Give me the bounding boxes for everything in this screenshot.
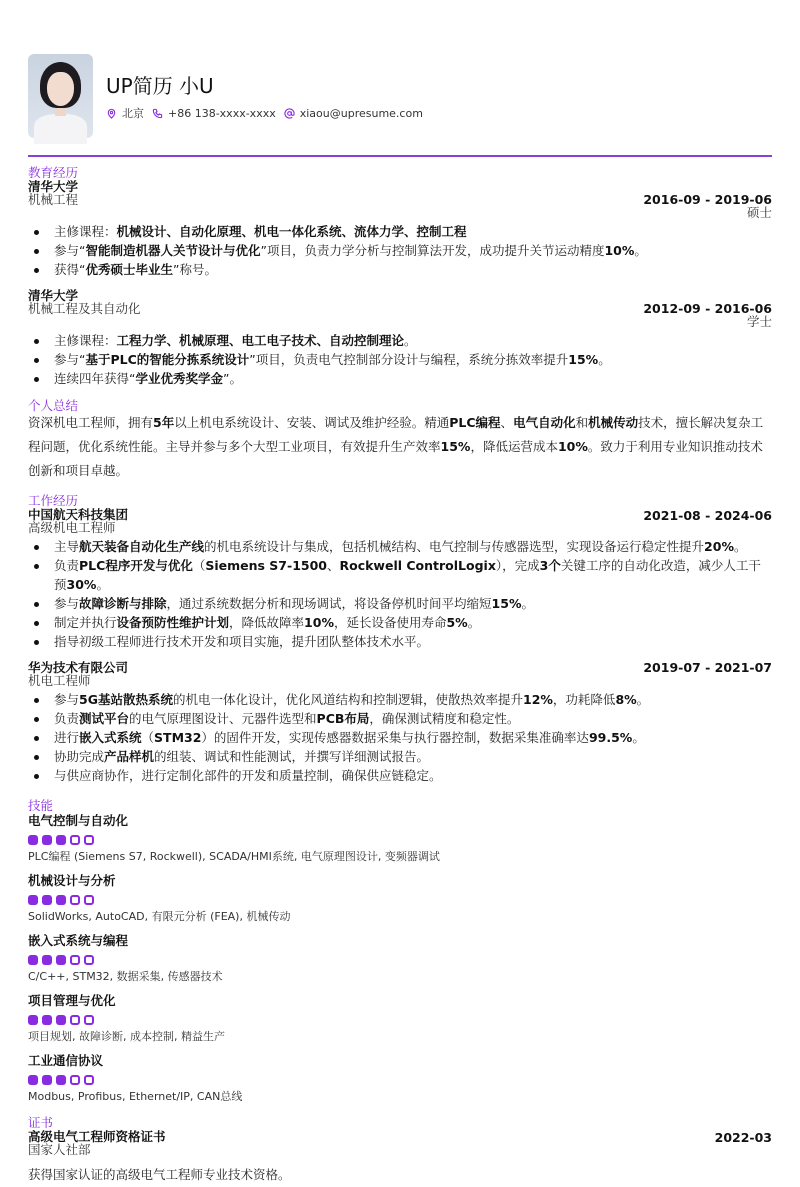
emphasis: 学业优秀奖学金 bbox=[135, 371, 223, 386]
skill-item bbox=[28, 1053, 772, 1104]
work-section bbox=[28, 494, 772, 785]
emphasis: 5% bbox=[446, 615, 468, 630]
entry-left bbox=[28, 661, 128, 688]
phone-text: +86 138-xxxx-xxxx bbox=[168, 106, 276, 120]
filled-dot-icon bbox=[42, 835, 52, 845]
emphasis: 10% bbox=[557, 439, 588, 454]
empty-dot-icon bbox=[70, 1075, 80, 1085]
skill-name: 机械设计与分析 bbox=[28, 873, 116, 888]
degree: 硕士 bbox=[746, 205, 772, 220]
degree: 学士 bbox=[746, 314, 772, 329]
empty-dot-icon bbox=[70, 955, 80, 965]
entry-left bbox=[28, 508, 128, 535]
bullet-item: 获得“优秀硕士毕业生”称号。 bbox=[28, 260, 772, 279]
filled-dot-icon bbox=[56, 895, 66, 905]
filled-dot-icon bbox=[28, 1015, 38, 1025]
bullet-item: 主导航天装备自动化生产线的机电系统设计与集成，包括机械结构、电气控制与传感器选型，实现设备运行稳定性提升20%。 bbox=[28, 537, 772, 556]
date: 2022-03 bbox=[714, 1130, 772, 1145]
bullet-list bbox=[28, 331, 772, 388]
empty-dot-icon bbox=[70, 1015, 80, 1025]
emphasis: 设备预防性维护计划 bbox=[116, 615, 230, 630]
bullet-list bbox=[28, 690, 772, 785]
filled-dot-icon bbox=[28, 895, 38, 905]
skill-description: PLC编程 (Siemens S7, Rockwell), SCADA/HMI系统, 电气原理图设计, 变频器调试 bbox=[28, 850, 440, 863]
entry-left bbox=[28, 1130, 166, 1157]
skills-section bbox=[28, 799, 772, 1104]
emphasis: 电气自动化 bbox=[513, 415, 576, 430]
position: 机电工程师 bbox=[28, 673, 91, 688]
filled-dot-icon bbox=[42, 1015, 52, 1025]
emphasis: 工程力学、机械原理、电工电子技术、自动控制理论 bbox=[116, 333, 405, 348]
entry-header bbox=[28, 289, 772, 329]
major: 机械工程及其自动化 bbox=[28, 301, 141, 316]
emphasis: Rockwell ControlLogix bbox=[339, 558, 496, 573]
work-entry bbox=[28, 661, 772, 785]
email-text: xiaou@upresume.com bbox=[299, 106, 423, 120]
empty-dot-icon bbox=[84, 895, 94, 905]
emphasis: 机械设计、自动化原理、机电一体化系统、流体力学、控制工程 bbox=[116, 224, 467, 239]
bullet-item: 负责PLC程序开发与优化（Siemens S7-1500、Rockwell ControlLogix），完成3个关键工序的自动化改造，减少人工干预30%。 bbox=[28, 556, 772, 594]
bullet-list bbox=[28, 222, 772, 279]
position: 高级机电工程师 bbox=[28, 520, 116, 535]
section-title-summary: 个人总结 bbox=[28, 398, 79, 413]
section-title-work: 工作经历 bbox=[28, 493, 79, 508]
skill-name: 嵌入式系统与编程 bbox=[28, 933, 129, 948]
skill-item bbox=[28, 813, 772, 864]
emphasis: 99.5% bbox=[588, 730, 633, 745]
emphasis: 嵌入式系统 bbox=[79, 730, 142, 745]
emphasis: 30% bbox=[66, 577, 97, 592]
emphasis: 10% bbox=[304, 615, 334, 630]
education-entry bbox=[28, 289, 772, 388]
emphasis: 故障诊断与排除 bbox=[79, 596, 167, 611]
avatar bbox=[28, 54, 93, 138]
skill-item bbox=[28, 873, 772, 924]
entry-header bbox=[28, 508, 772, 535]
filled-dot-icon bbox=[56, 1075, 66, 1085]
entry-header bbox=[28, 180, 772, 220]
company-name: 华为技术有限公司 bbox=[28, 660, 129, 675]
bullet-item: 主修课程：机械设计、自动化原理、机电一体化系统、流体力学、控制工程 bbox=[28, 222, 772, 241]
education-entry bbox=[28, 180, 772, 279]
filled-dot-icon bbox=[28, 955, 38, 965]
emphasis: 产品样机 bbox=[104, 749, 155, 764]
certificate-description: 获得国家认证的高级电气工程师专业技术资格。 bbox=[28, 1167, 291, 1182]
entry-left bbox=[28, 289, 141, 329]
date-range: 2012-09 - 2016-06 bbox=[643, 301, 772, 316]
entry-right bbox=[643, 508, 772, 535]
bullet-item: 进行嵌入式系统（STM32）的固件开发，实现传感器数据采集与执行器控制，数据采集准确率达99.5%。 bbox=[28, 728, 772, 747]
certificate-name: 高级电气工程师资格证书 bbox=[28, 1129, 166, 1144]
resume-header bbox=[28, 54, 431, 138]
skill-level-dots bbox=[28, 1075, 772, 1085]
skill-name: 项目管理与优化 bbox=[28, 993, 116, 1008]
resume-body bbox=[28, 166, 772, 1187]
work-entry bbox=[28, 508, 772, 651]
skill-level-dots bbox=[28, 1015, 772, 1025]
entry-right bbox=[643, 661, 772, 688]
entry-right bbox=[643, 289, 772, 329]
skill-description: SolidWorks, AutoCAD, 有限元分析 (FEA), 机械传动 bbox=[28, 910, 291, 923]
section-title-education: 教育经历 bbox=[28, 165, 79, 180]
location-text: 北京 bbox=[122, 107, 144, 120]
emphasis: 8% bbox=[615, 692, 637, 707]
emphasis: 5年 bbox=[153, 415, 175, 430]
empty-dot-icon bbox=[84, 955, 94, 965]
bullet-item: 参与故障诊断与排除，通过系统数据分析和现场调试，将设备停机时间平均缩短15%。 bbox=[28, 594, 772, 613]
header-divider bbox=[28, 155, 772, 157]
at-sign-icon bbox=[284, 108, 295, 119]
entry-header bbox=[28, 1130, 772, 1157]
summary-text: 资深机电工程师，拥有5年以上机电系统设计、安装、调试及维护经验。精通PLC编程、电气自动化和机械传动技术，擅长解决复杂工程问题，优化系统性能。主导并参与多个大型工业项目，有效提升生产效率15%，降低运营成本10%。致力于利用专业知识推动技术创新和项目卓越。 bbox=[28, 415, 764, 478]
issuer: 国家人社部 bbox=[28, 1142, 91, 1157]
emphasis: 机械传动 bbox=[588, 415, 639, 430]
empty-dot-icon bbox=[84, 1075, 94, 1085]
phone-icon bbox=[152, 108, 163, 119]
section-title-certificates: 证书 bbox=[28, 1115, 54, 1130]
filled-dot-icon bbox=[42, 895, 52, 905]
empty-dot-icon bbox=[70, 835, 80, 845]
skill-level-dots bbox=[28, 895, 772, 905]
filled-dot-icon bbox=[56, 1015, 66, 1025]
certificates-section bbox=[28, 1116, 772, 1187]
skill-item bbox=[28, 933, 772, 984]
filled-dot-icon bbox=[28, 1075, 38, 1085]
emphasis: 12% bbox=[523, 692, 553, 707]
school-name: 清华大学 bbox=[28, 288, 79, 303]
skill-name: 电气控制与自动化 bbox=[28, 813, 129, 828]
bullet-item: 连续四年获得“学业优秀奖学金”。 bbox=[28, 369, 772, 388]
emphasis: PCB布局 bbox=[316, 711, 370, 726]
bullet-item: 参与“基于PLC的智能分拣系统设计”项目，负责电气控制部分设计与编程，系统分拣效率提升15%。 bbox=[28, 350, 772, 369]
filled-dot-icon bbox=[42, 1075, 52, 1085]
company-name: 中国航天科技集团 bbox=[28, 507, 129, 522]
emphasis: 智能制造机器人关节设计与优化 bbox=[85, 243, 261, 258]
skill-level-dots bbox=[28, 955, 772, 965]
bullet-item: 与供应商协作，进行定制化部件的开发和质量控制，确保供应链稳定。 bbox=[28, 766, 772, 785]
contact-email bbox=[284, 107, 423, 120]
candidate-name: UP简历 小U bbox=[106, 74, 214, 98]
school-name: 清华大学 bbox=[28, 179, 79, 194]
skill-level-dots bbox=[28, 835, 772, 845]
summary-section bbox=[28, 399, 772, 483]
location-pin-icon bbox=[106, 108, 117, 119]
emphasis: PLC编程 bbox=[449, 415, 501, 430]
filled-dot-icon bbox=[42, 955, 52, 965]
header-info bbox=[106, 71, 431, 121]
emphasis: STM32 bbox=[154, 730, 202, 745]
emphasis: 15% bbox=[491, 596, 522, 611]
empty-dot-icon bbox=[84, 1015, 94, 1025]
emphasis: Siemens S7-1500 bbox=[205, 558, 327, 573]
contact-row bbox=[106, 105, 431, 121]
emphasis: 测试平台 bbox=[79, 711, 130, 726]
bullet-item: 协助完成产品样机的组装、调试和性能测试，并撰写详细测试报告。 bbox=[28, 747, 772, 766]
emphasis: 基于PLC的智能分拣系统设计 bbox=[85, 352, 250, 367]
date-range: 2016-09 - 2019-06 bbox=[643, 192, 772, 207]
bullet-item: 指导初级工程师进行技术开发和项目实施，提升团队整体技术水平。 bbox=[28, 632, 772, 651]
emphasis: 10% bbox=[604, 243, 635, 258]
entry-header bbox=[28, 661, 772, 688]
emphasis: 20% bbox=[704, 539, 734, 554]
entry-right bbox=[715, 1130, 772, 1157]
emphasis: 15% bbox=[568, 352, 599, 367]
skill-name: 工业通信协议 bbox=[28, 1053, 104, 1068]
entry-right bbox=[643, 180, 772, 220]
emphasis: 5G基站散热系统 bbox=[79, 692, 173, 707]
filled-dot-icon bbox=[28, 835, 38, 845]
emphasis: 15% bbox=[440, 439, 471, 454]
bullet-item: 参与“智能制造机器人关节设计与优化”项目，负责力学分析与控制算法开发，成功提升关节运动精度10%。 bbox=[28, 241, 772, 260]
emphasis: PLC程序开发与优化 bbox=[79, 558, 193, 573]
emphasis: 3个 bbox=[539, 558, 561, 573]
filled-dot-icon bbox=[56, 835, 66, 845]
certificate-entry bbox=[28, 1130, 772, 1187]
bullet-item: 参与5G基站散热系统的机电一体化设计，优化风道结构和控制逻辑，使散热效率提升12%，功耗降低8%。 bbox=[28, 690, 772, 709]
skill-description: Modbus, Profibus, Ethernet/IP, CAN总线 bbox=[28, 1090, 243, 1103]
major: 机械工程 bbox=[28, 192, 79, 207]
entry-left bbox=[28, 180, 78, 220]
empty-dot-icon bbox=[70, 895, 80, 905]
bullet-item: 制定并执行设备预防性维护计划，降低故障率10%，延长设备使用寿命5%。 bbox=[28, 613, 772, 632]
emphasis: 优秀硕士毕业生 bbox=[85, 262, 173, 277]
empty-dot-icon bbox=[84, 835, 94, 845]
education-section bbox=[28, 166, 772, 388]
emphasis: 航天装备自动化生产线 bbox=[79, 539, 205, 554]
contact-location bbox=[106, 105, 144, 121]
section-title-skills: 技能 bbox=[28, 798, 54, 813]
skill-description: 项目规划, 故障诊断, 成本控制, 精益生产 bbox=[28, 1030, 225, 1043]
date-range: 2021-08 - 2024-06 bbox=[643, 508, 772, 523]
date-range: 2019-07 - 2021-07 bbox=[643, 660, 772, 675]
contact-phone bbox=[152, 107, 276, 120]
bullet-item: 负责测试平台的电气原理图设计、元器件选型和PCB布局，确保测试精度和稳定性。 bbox=[28, 709, 772, 728]
skill-description: C/C++, STM32, 数据采集, 传感器技术 bbox=[28, 970, 223, 983]
bullet-list bbox=[28, 537, 772, 651]
skill-item bbox=[28, 993, 772, 1044]
filled-dot-icon bbox=[56, 955, 66, 965]
bullet-item: 主修课程：工程力学、机械原理、电工电子技术、自动控制理论。 bbox=[28, 331, 772, 350]
